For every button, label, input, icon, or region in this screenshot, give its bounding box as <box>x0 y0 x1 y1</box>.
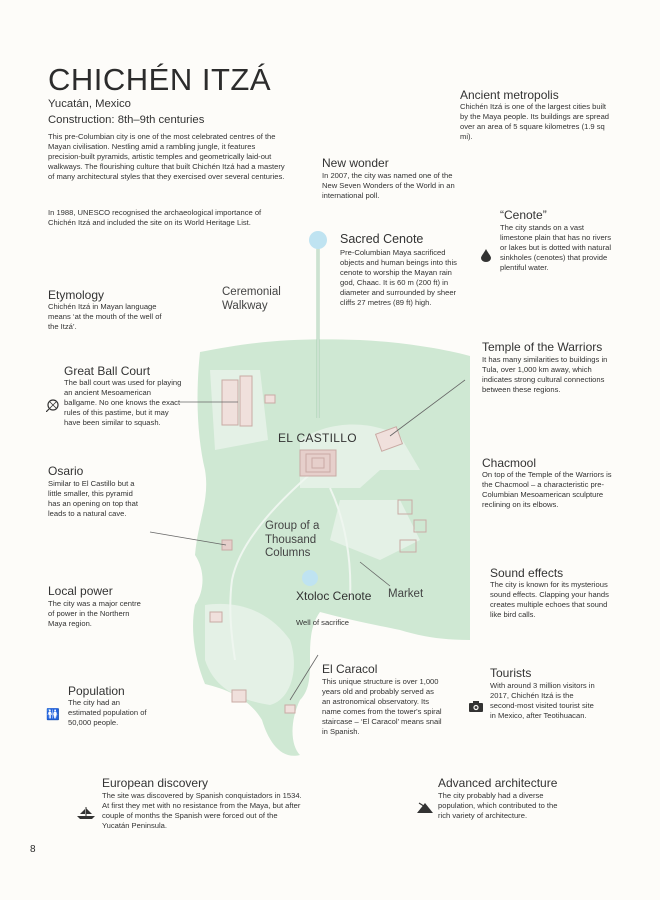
tourists-heading: Tourists <box>490 666 532 680</box>
page-number: 8 <box>30 844 36 855</box>
market-label: Market <box>388 588 424 600</box>
ball-court-text: The ball court was used for playing an ancient Mesoamerican ballgame. No one knows the exact rules of this pastime, but it may have been similar to squash. <box>64 378 182 428</box>
architecture-icon <box>416 800 434 814</box>
unesco-paragraph: In 1988, UNESCO recognised the archaeological importance of Chichén Itzá and included the site on its World Heritage List. <box>48 208 262 228</box>
people-icon: 🚻 <box>46 709 60 721</box>
european-text: The site was discovered by Spanish conquistadors in 1534. At first they met with no resistance from the Maya, but after couple of months the Spanish were forced out of the Yucatán Peninsula. <box>102 791 302 831</box>
water-drop-icon <box>480 248 492 262</box>
ancient-text: Chichén Itzá is one of the largest cities built by the Maya people. Its buildings are spread over an area of 5 square kilometres (1.9 sq mi). <box>460 102 610 142</box>
osario-text: Similar to El Castillo but a little smaller, this pyramid has an opening on top that leads to a natural cave. <box>48 479 138 519</box>
european-heading: European discovery <box>102 776 209 790</box>
ball-court-structure <box>222 376 252 426</box>
sacred-text: Pre-Columbian Maya sacrificed objects and human beings into this cenote to worship the Mayan rain god, Chaac. It is 60 m (200 ft) in diameter and surrounded by sheer cliffs 27 metres (89 ft) high. <box>340 248 457 308</box>
chacmool-heading: Chacmool <box>482 456 537 470</box>
population-text: The city had an estimated population of 50,000 people. <box>68 698 147 728</box>
caracol-heading: El Caracol <box>322 662 378 676</box>
sound-heading: Sound effects <box>490 566 564 580</box>
advanced-heading: Advanced architecture <box>438 776 558 790</box>
osario-heading: Osario <box>48 464 84 478</box>
warriors-text: It has many similarities to buildings in Tula, over 1,000 km away, which indicates strong cultural connections between these regions. <box>482 355 608 395</box>
ballgame-icon <box>46 398 60 412</box>
ancient-heading: Ancient metropolis <box>460 88 559 102</box>
sound-text: The city is known for its mysterious sound effects. Clapping your hands creates multiple echoes that sound like bird calls. <box>490 580 609 620</box>
advanced-text: The city probably had a diverse population, which contributed to the rich variety of architecture. <box>438 791 558 821</box>
el-caracol-structure <box>232 690 246 702</box>
page-title: CHICHÉN ITZÁ <box>48 62 271 97</box>
local-power-heading: Local power <box>48 584 113 598</box>
intro-paragraph: This pre-Columbian city is one of the most celebrated centres of the Mayan civilisation. Nestling amid a rambling jungle, it features precision-built pyramids, artistic temples and geometrically laid-out walkways. The flourishing culture that built Chichén Itzá had a mastery of many architectural styles that they exercised over several centuries. <box>48 132 285 182</box>
new-wonder-heading: New wonder <box>322 156 389 170</box>
xtoloc-cenote-pool <box>302 570 318 586</box>
warriors-heading: Temple of the Warriors <box>482 340 603 354</box>
chacmool-text: On top of the Temple of the Warriors is the Chacmool – a characteristic pre-Columbian Mesoamerican sculpture reclining on its elbows. <box>482 470 612 510</box>
xtoloc-text: Well of sacrifice <box>296 618 350 627</box>
location-subtitle: Yucatán, Mexico <box>48 98 131 110</box>
castillo-label: EL CASTILLO <box>278 431 357 445</box>
xtoloc-heading: Xtoloc Cenote <box>296 589 372 603</box>
local-power-text: The city was a major centre of power in the Northern Maya region. <box>48 599 141 629</box>
etymology-text: Chichén Itzá in Mayan language means ‘at the mouth of the well of the Itzá’. <box>48 302 162 332</box>
caracol-text: This unique structure is over 1,000 years old and probably served as an astronomical observatory. Its name comes from the tower's spiral staircase – ‘El Caracol’ means snail in Spanish. <box>322 677 442 737</box>
thousand-columns-label: Group of a Thousand Columns <box>265 520 320 559</box>
tourists-text: With around 3 million visitors in 2017, Chichén Itzá is the second-most visited tourist site in Mexico, after Teotihuacan. <box>490 681 595 721</box>
cenote-text: The city stands on a vast limestone plain that has no rivers or lakes but is dotted with natural sinkholes (cenotes) that provide plentiful water. <box>500 223 612 273</box>
walkway-label: Ceremonial Walkway <box>222 286 281 312</box>
construction-subtitle: Construction: 8th–9th centuries <box>48 114 205 126</box>
osario-structure <box>222 540 232 550</box>
cenote-heading: “Cenote” <box>500 208 547 222</box>
new-wonder-text: In 2007, the city was named one of the New Seven Wonders of the World in an international poll. <box>322 171 455 201</box>
population-heading: Population <box>68 684 125 698</box>
sacred-heading: Sacred Cenote <box>340 232 424 246</box>
ball-court-heading: Great Ball Court <box>64 364 151 378</box>
camera-icon <box>468 700 484 713</box>
ship-icon <box>76 806 96 820</box>
el-castillo-pyramid <box>300 450 336 476</box>
sacred-cenote-pool <box>309 231 327 249</box>
etymology-heading: Etymology <box>48 288 105 302</box>
